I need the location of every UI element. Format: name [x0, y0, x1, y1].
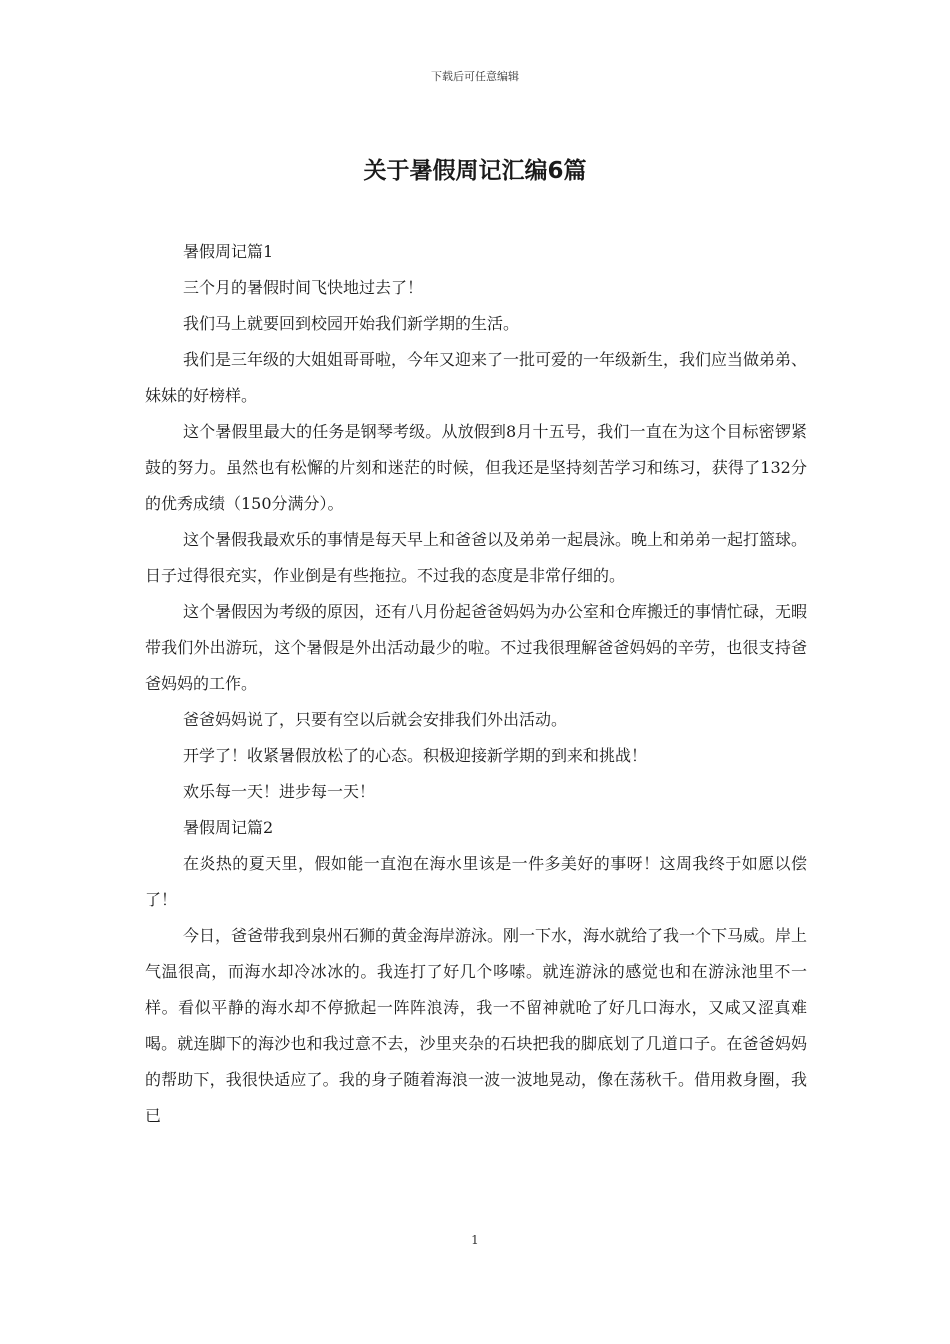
paragraph: 暑假周记篇2: [183, 818, 274, 837]
paragraph: 开学了！收紧暑假放松了的心态。积极迎接新学期的到来和挑战！: [183, 746, 648, 765]
paragraph: 我们是三年级的大姐姐哥哥啦，今年又迎来了一批可爱的一年级新生，我们应当做弟弟、妹妹的好榜样。: [145, 350, 808, 405]
paragraph: 三个月的暑假时间飞快地过去了！: [183, 278, 424, 297]
paragraph: 这个暑假因为考级的原因，还有八月份起爸爸妈妈为办公室和仓库搬迁的事情忙碌，无暇带我们外出游玩，这个暑假是外出活动最少的啦。不过我很理解爸爸妈妈的辛劳，也很支持爸爸妈妈的工作。: [145, 602, 808, 693]
document-title: 关于暑假周记汇编6篇: [363, 158, 587, 184]
paragraph: 爸爸妈妈说了，只要有空以后就会安排我们外出活动。: [183, 710, 568, 729]
paragraph: 在炎热的夏天里，假如能一直泡在海水里该是一件多美好的事呀！这周我终于如愿以偿了！: [145, 854, 807, 909]
paragraph: 欢乐每一天！进步每一天！: [183, 782, 376, 801]
paragraph: 暑假周记篇1: [183, 242, 274, 261]
document-body: [145, 234, 807, 1134]
paragraph: 我们马上就要回到校园开始我们新学期的生活。: [183, 314, 520, 333]
paragraph: 这个暑假里最大的任务是钢琴考级。从放假到8月十五号，我们一直在为这个目标密锣紧鼓的努力。虽然也有松懈的片刻和迷茫的时候，但我还是坚持刻苦学习和练习，获得了132分的优秀成绩（150分满分）。: [145, 422, 807, 513]
paragraph: 这个暑假我最欢乐的事情是每天早上和爸爸以及弟弟一起晨泳。晚上和弟弟一起打篮球。日子过得很充实，作业倒是有些拖拉。不过我的态度是非常仔细的。: [145, 530, 808, 585]
page-header-note: 下载后可任意编辑: [431, 70, 519, 83]
page-number: 1: [471, 1233, 479, 1247]
paragraph: 今日，爸爸带我到泉州石狮的黄金海岸游泳。刚一下水，海水就给了我一个下马威。岸上气温很高，而海水却冷冰冰的。我连打了好几个哆嗦。就连游泳的感觉也和在游泳池里不一样。看似平静的海水却不停掀起一阵阵浪涛，我一不留神就呛了好几口海水，又咸又涩真难喝。就连脚下的海沙也和我过意不去，沙里夹杂的石块把我的脚底划了几道口子。在爸爸妈妈的帮助下，我很快适应了。我的身子随着海浪一波一波地晃动，像在荡秋千。借用救身圈，我已: [145, 926, 808, 1125]
